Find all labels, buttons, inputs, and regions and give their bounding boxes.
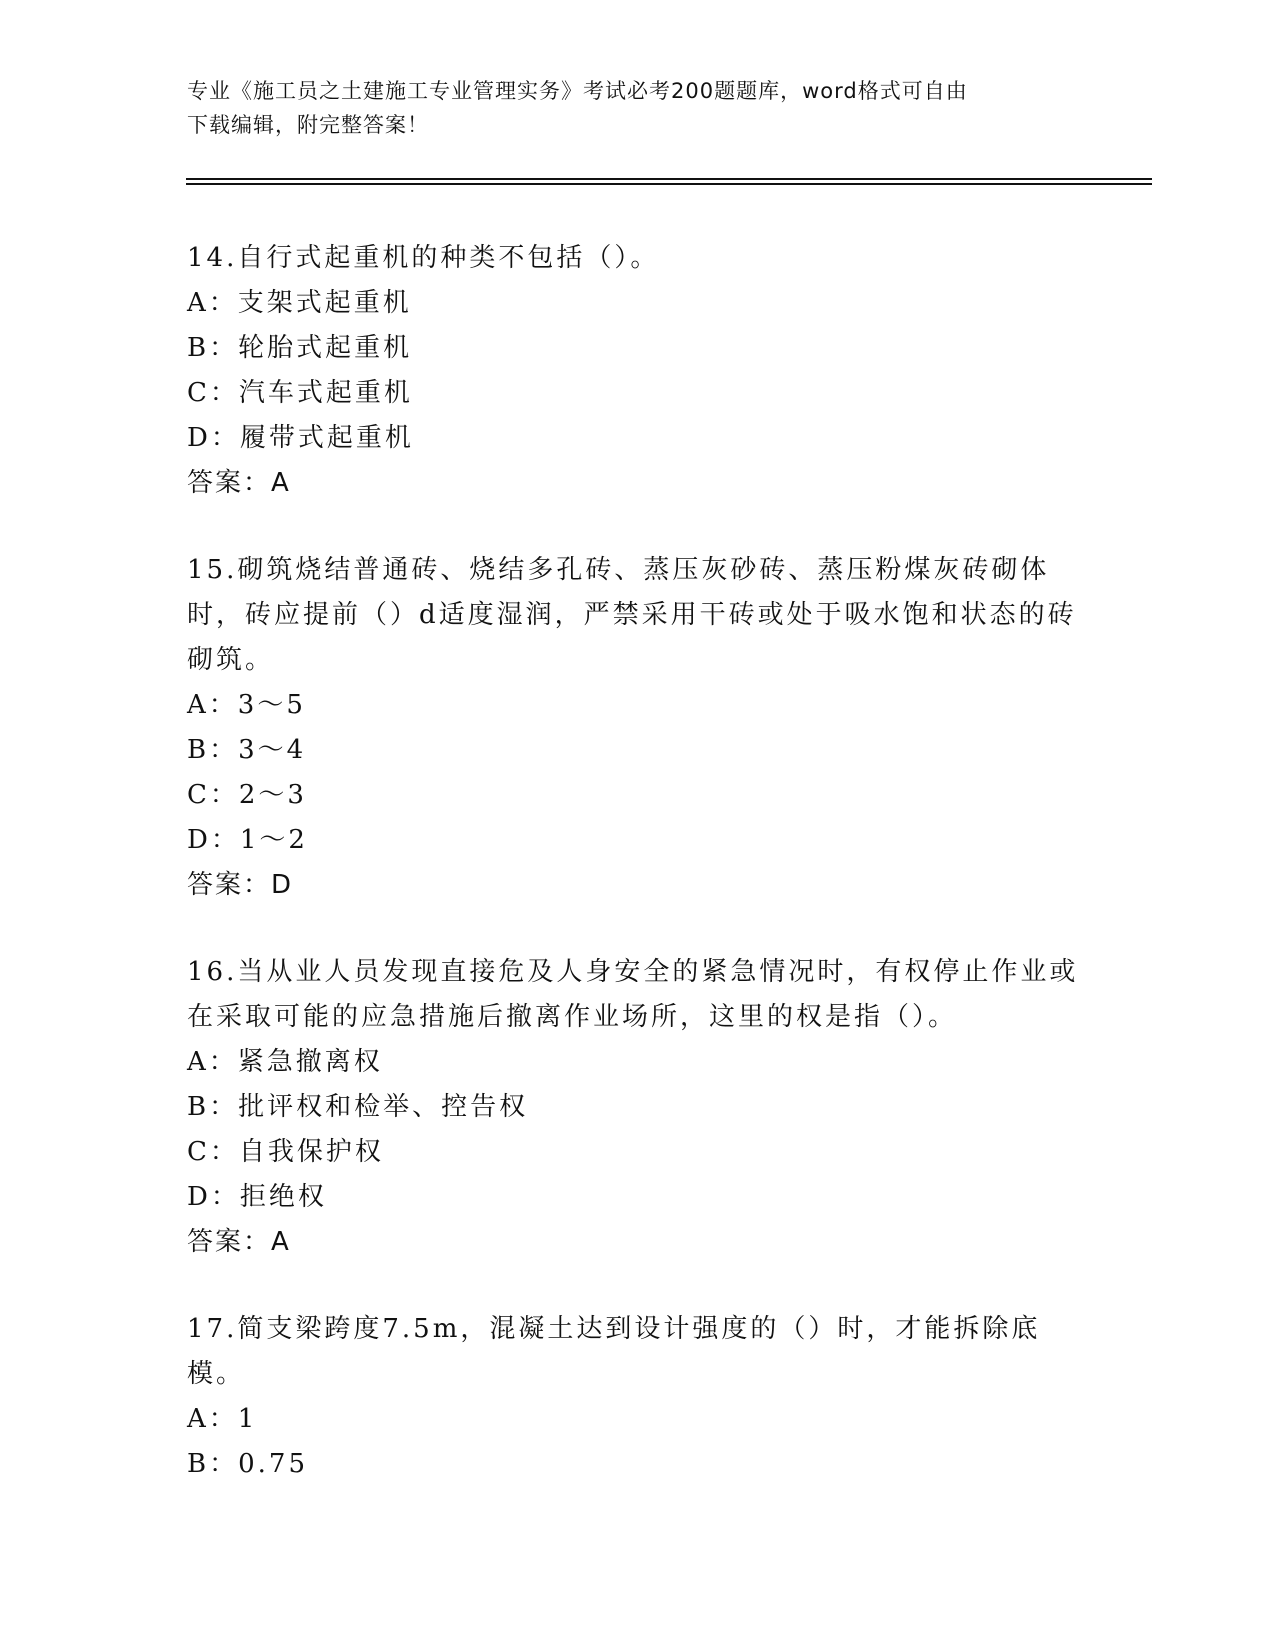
- option-b: B：轮胎式起重机: [187, 333, 413, 363]
- option-a: A：1: [187, 1404, 258, 1434]
- option-a: A：3～5: [187, 690, 306, 720]
- option-c: C：2～3: [187, 780, 307, 810]
- question-stem: 14.自行式起重机的种类不包括（）。: [187, 243, 660, 273]
- question-16: [187, 950, 1087, 1265]
- header-line-1: 专业《施工员之土建施工专业管理实务》考试必考200题题库，word格式可自由: [187, 79, 968, 103]
- option-a: A：紧急撤离权: [187, 1047, 383, 1077]
- option-b: B：批评权和检举、控告权: [187, 1092, 529, 1122]
- option-b: B：3～4: [187, 735, 307, 765]
- header-divider-bottom: [186, 183, 1152, 185]
- question-list: [187, 236, 1087, 1529]
- question-15: [187, 548, 1087, 908]
- option-a: A：支架式起重机: [187, 288, 412, 318]
- header-line-2: 下载编辑，附完整答案！: [187, 113, 429, 137]
- answer-line: 答案：A: [187, 1227, 291, 1257]
- option-d: D：履带式起重机: [187, 423, 414, 453]
- option-c: C：自我保护权: [187, 1137, 384, 1167]
- option-d: D：拒绝权: [187, 1182, 327, 1212]
- question-14: [187, 236, 1087, 506]
- answer-line: 答案：A: [187, 468, 291, 498]
- answer-line: 答案：D: [187, 870, 294, 900]
- question-17: [187, 1307, 1087, 1487]
- question-stem: 15.砌筑烧结普通砖、烧结多孔砖、蒸压灰砂砖、蒸压粉煤灰砖砌体时，砖应提前（）d适度湿润，严禁采用干砖或处于吸水饱和状态的砖砌筑。: [187, 555, 1077, 675]
- header-divider-top: [186, 178, 1152, 180]
- question-stem: 16.当从业人员发现直接危及人身安全的紧急情况时，有权停止作业或在采取可能的应急措施后撤离作业场所，这里的权是指（）。: [187, 957, 1079, 1032]
- document-header: [187, 74, 1067, 142]
- option-b: B：0.75: [187, 1449, 308, 1479]
- question-stem: 17.简支梁跨度7.5m，混凝土达到设计强度的（）时，才能拆除底模。: [187, 1314, 1041, 1389]
- option-d: D：1～2: [187, 825, 308, 855]
- option-c: C：汽车式起重机: [187, 378, 413, 408]
